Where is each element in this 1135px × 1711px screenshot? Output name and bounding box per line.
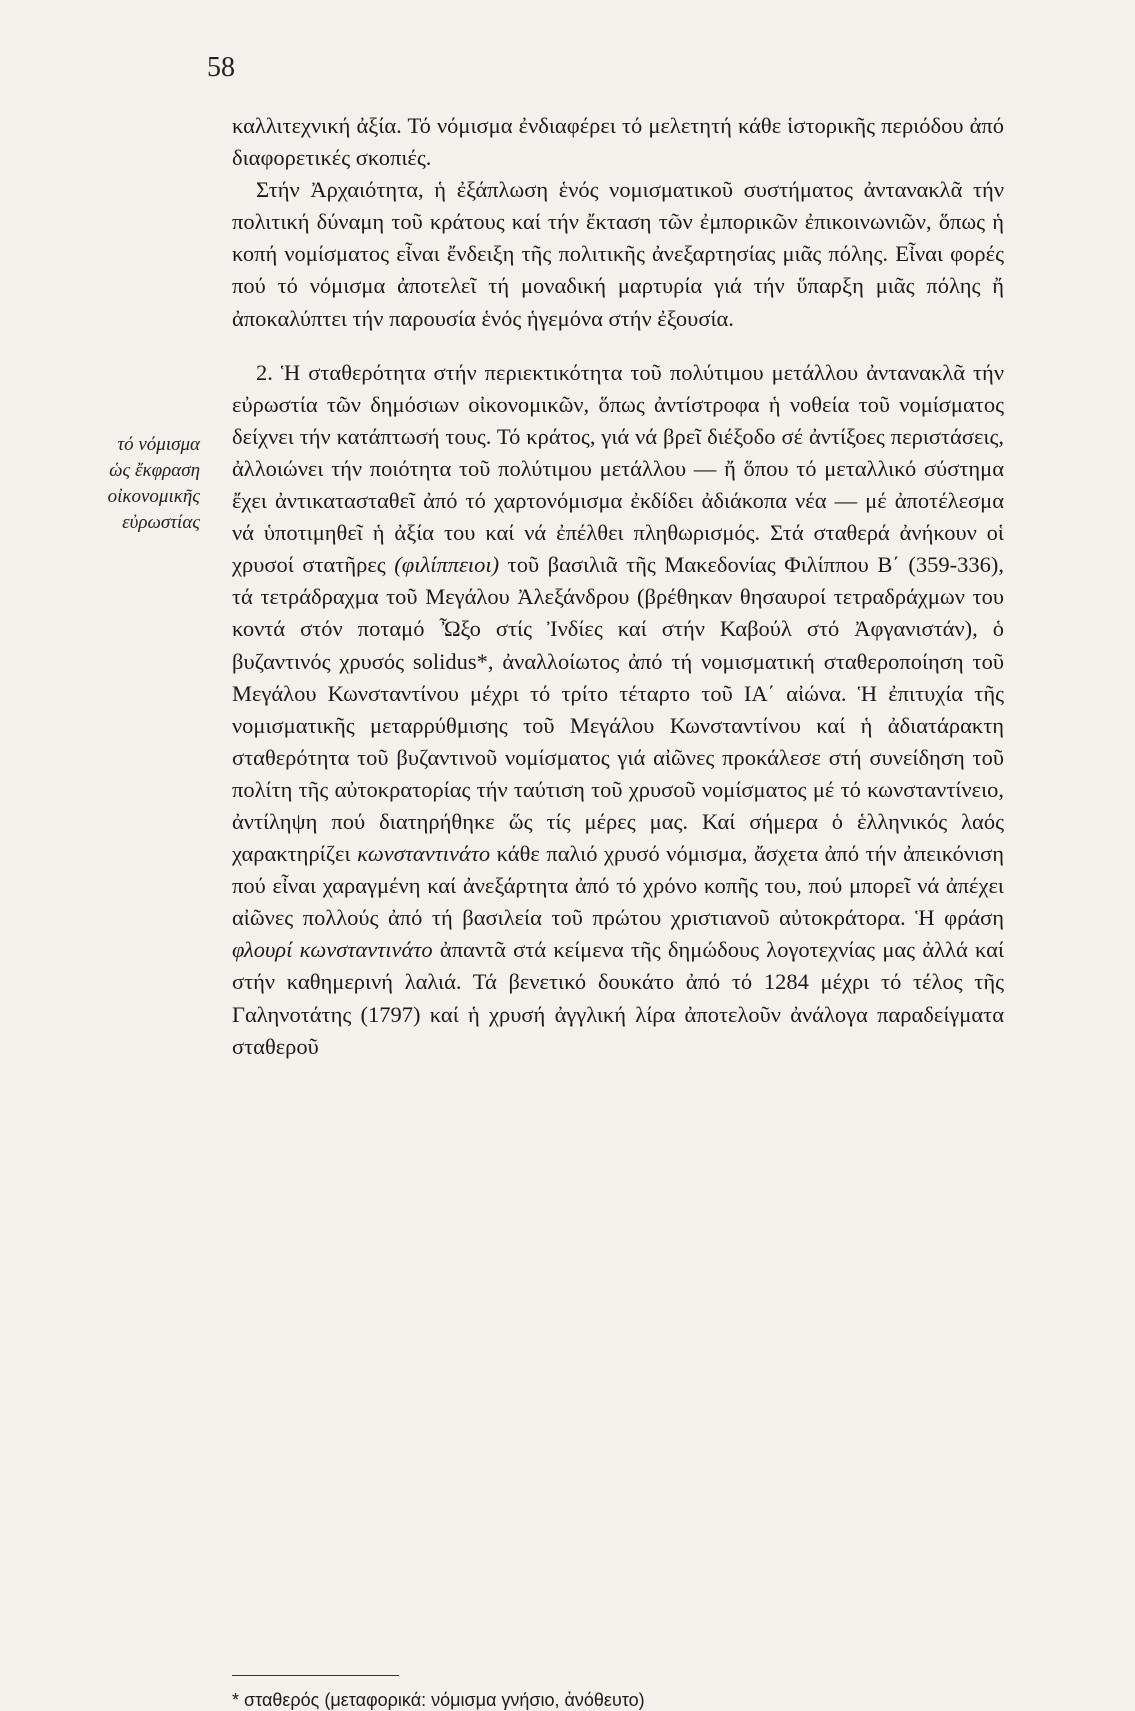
paragraph-3-text: ἀπαντᾶ στά κείμενα τῆς δημώδους λογοτεχνίας μας ἀλλά καί στήν καθημερινή λαλιά. Τά βενετικό δουκάτο ἀπό τό 1284 μέχρι τό τέλος τῆς Γαληνοτάτης (1797) καί ἡ χρυσή ἀγγλική λίρα ἀποτελοῦν ἀνάλογα παραδείγματα σταθεροῦ	[232, 937, 1004, 1059]
paragraph-3-text: 2. Ἡ σταθερότητα στήν περιεκτικότητα τοῦ πολύτιμου μετάλλου ἀντανακλᾶ τήν εὐρωστία τῶν δημόσιων οἰκονομικῶν, ὅπως ἀντίστροφα ἡ νοθεία τοῦ νομίσματος δείχνει τήν κατάπτωσή τους. Τό κράτος, γιά νά βρεῖ διέξοδο σέ ἀντίξοες περιστάσεις, ἀλλοιώνει τήν ποιότητα τοῦ πολύτιμου μετάλλου — ἤ ὅπου τό μεταλλικό σύστημα ἔχει ἀντικατασταθεῖ ἀπό τό χαρτονόμισμα ἐκδίδει ἀδιάκοπα νέα — μέ ἀποτέλεσμα νά ὑποτιμηθεῖ ἡ ἀξία του καί νά ἐπέλθει πληθωρισμός. Στά σταθερά ἀνήκουν οἱ χρυσοί στατῆρες	[232, 359, 1004, 578]
paragraph-3-italic: κωνσταντινάτο	[357, 841, 491, 867]
paragraph-3-italic: (φιλίππειοι)	[394, 552, 500, 578]
paragraph-3-italic: φλουρί κωνσταντινάτο	[232, 937, 433, 963]
main-text	[232, 110, 1004, 1063]
footnote-rule	[232, 1675, 399, 1676]
paragraph-2: Στήν Ἀρχαιότητα, ἡ ἐξάπλωση ἑνός νομισματικοῦ συστήματος ἀντανακλᾶ τήν πολιτική δύναμη τοῦ κράτους καί τήν ἔκταση τῶν ἐμπορικῶν ἐπικοινωνιῶν, ὅπως ἡ κοπή νομίσματος εἶναι ἔνδειξη τῆς πολιτικῆς ἀνεξαρτησίας μιᾶς πόλης. Εἶναι φορές πού τό νόμισμα ἀποτελεῖ τή μοναδική μαρτυρία γιά τήν ὕπαρξη μιᾶς πόλης ἤ ἀποκαλύπτει τήν παρουσία ἑνός ἡγεμόνα στήν ἐξουσία.	[232, 177, 1004, 331]
margin-note-line: ὡς ἔκφραση	[109, 460, 200, 481]
margin-note-line: τό νόμισμα	[117, 434, 200, 455]
paragraph-3	[232, 357, 1004, 1063]
paragraph-3-text: τοῦ βασιλιᾶ τῆς Μακεδονίας Φιλίππου Β΄ (359-336), τά τετράδραχμα τοῦ Μεγάλου Ἀλεξάνδρου (βρέθηκαν θησαυροί τετραδράχμων του κοντά στόν ποταμό Ὦξο στίς Ἰνδίες καί στήν Καβούλ στό Ἀφγανιστάν), ὁ βυζαντινός χρυσός solidus*, ἀναλλοίωτος ἀπό τή νομισματική σταθεροποίηση τοῦ Μεγάλου Κωνσταντίνου μέχρι τό τρίτο τέταρτο τοῦ ΙΑ΄ αἰώνα. Ἡ ἐπιτυχία τῆς νομισματικῆς μεταρρύθμισης τοῦ Μεγάλου Κωνσταντίνου καί ἡ ἀδιατάρακτη σταθερότητα τοῦ βυζαντινοῦ νομίσματος γιά αἰῶνες προκάλεσε στή συνείδηση τοῦ πολίτη τῆς αὐτοκρατορίας τήν ταύτιση τοῦ χρυσοῦ νομίσματος μέ τό κωνσταντίνειο, ἀντίληψη πού διατηρήθηκε ὥς τίς μέρες μας. Καί σήμερα ὁ ἑλληνικός λαός χαρακτηρίζει	[232, 552, 1005, 867]
paragraph-3-text: κάθε παλιό χρυσό νόμισμα, ἄσχετα ἀπό τήν ἀπεικόνιση πού εἶναι χαραγμένη καί ἀνεξάρτητα ἀπό τό χρόνο κοπῆς του, πού μπορεῖ νά ἀπέχει αἰῶνες πολλούς ἀπό τή βασιλεία τοῦ πρώτου χριστιανοῦ αὐτοκράτορα. Ἡ φράση	[232, 841, 1005, 931]
paragraph-1: καλλιτεχνική ἀξία. Τό νόμισμα ἐνδιαφέρει τό μελετητή κάθε ἱστορικῆς περιόδου ἀπό διαφορετικές σκοπιές.	[232, 113, 1004, 171]
page-number: 58	[207, 52, 235, 83]
margin-note-line: οἰκονομικῆς	[107, 486, 200, 507]
footnote: * σταθερός (μεταφορικά: νόμισμα γνήσιο, ἀνόθευτο)	[232, 1690, 645, 1710]
margin-note	[40, 432, 200, 536]
margin-note-line: εὐρωστίας	[122, 512, 200, 533]
